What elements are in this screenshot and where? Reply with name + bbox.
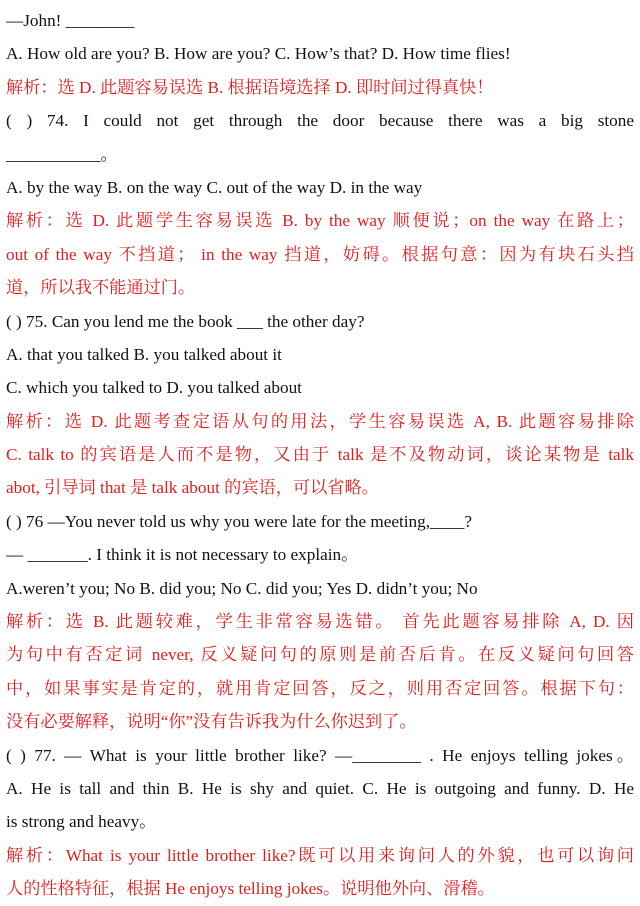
analysis-line: abot, 引导词 that 是 talk about 的宾语，可以省略。: [6, 478, 379, 498]
question-line: ( ) 77. — What is your little brother like? —________ . He enjoys telling jokes。: [6, 745, 634, 765]
question-line: ___________。: [6, 144, 118, 164]
analysis-line: 中，如果事实是肯定的，就用肯定回答，反之，则用否定回答。根据下句：: [6, 678, 634, 698]
analysis-line: 人的性格特征，根据 He enjoys telling jokes。说明他外向、滑稽。: [6, 879, 495, 899]
analysis-line: 解析：选 B. 此题较难，学生非常容易选错。 首先此题容易排除 A, D. 因: [6, 612, 634, 632]
options-line: A. that you talked B. you talked about it: [6, 344, 282, 364]
options-line: C. which you talked to D. you talked about: [6, 378, 302, 398]
analysis-line: 为句中有否定词 never, 反义疑问句的原则是前否后肯。在反义疑问句回答: [6, 645, 634, 665]
question-line: ( ) 75. Can you lend me the book ___ the other day?: [6, 311, 365, 331]
analysis-line: 解析：选 D. 此题容易误选 B. 根据语境选择 D. 即时间过得真快！: [6, 77, 494, 97]
options-line: A. by the way B. on the way C. out of the way D. in the way: [6, 177, 423, 197]
question-line: —John! ________: [6, 11, 135, 30]
analysis-line: 道，所以我不能通过门。: [6, 278, 196, 298]
analysis-line: C. talk to 的宾语是人而不是物，又由于 talk 是不及物动词，谈论某物是 talk: [6, 445, 634, 465]
analysis-line: 没有必要解释，说明“你”没有告诉我为什么你迟到了。: [6, 712, 417, 732]
options-line: A. He is tall and thin B. He is shy and quiet. C. He is outgoing and funny. D. He: [6, 778, 634, 798]
analysis-line: 解析：选 D. 此题学生容易误选 B. by the way 顺便说；on the way 在路上；: [6, 211, 634, 231]
analysis-line: 解析：选 D. 此题考查定语从句的用法，学生容易误选 A, B. 此题容易排除: [6, 411, 634, 431]
options-line: A. How old are you? B. How are you? C. How’s that? D. How time flies!: [6, 44, 511, 64]
analysis-line: 解析：What is your little brother like?既可以用来询问人的外貌，也可以询问: [6, 845, 634, 865]
options-line: A.weren’t you; No B. did you; No C. did you; Yes D. didn’t you; No: [6, 578, 478, 598]
options-line: is strong and heavy。: [6, 812, 157, 832]
analysis-line: out of the way 不挡道； in the way 挡道，妨碍。根据句意：因为有块石头挡: [6, 244, 634, 264]
question-line: ( ) 74. I could not get through the door because there was a big stone: [6, 111, 634, 131]
question-line: ( ) 76 —You never told us why you were late for the meeting,____?: [6, 511, 473, 531]
question-line: — _______. I think it is not necessary to explain。: [6, 545, 359, 565]
